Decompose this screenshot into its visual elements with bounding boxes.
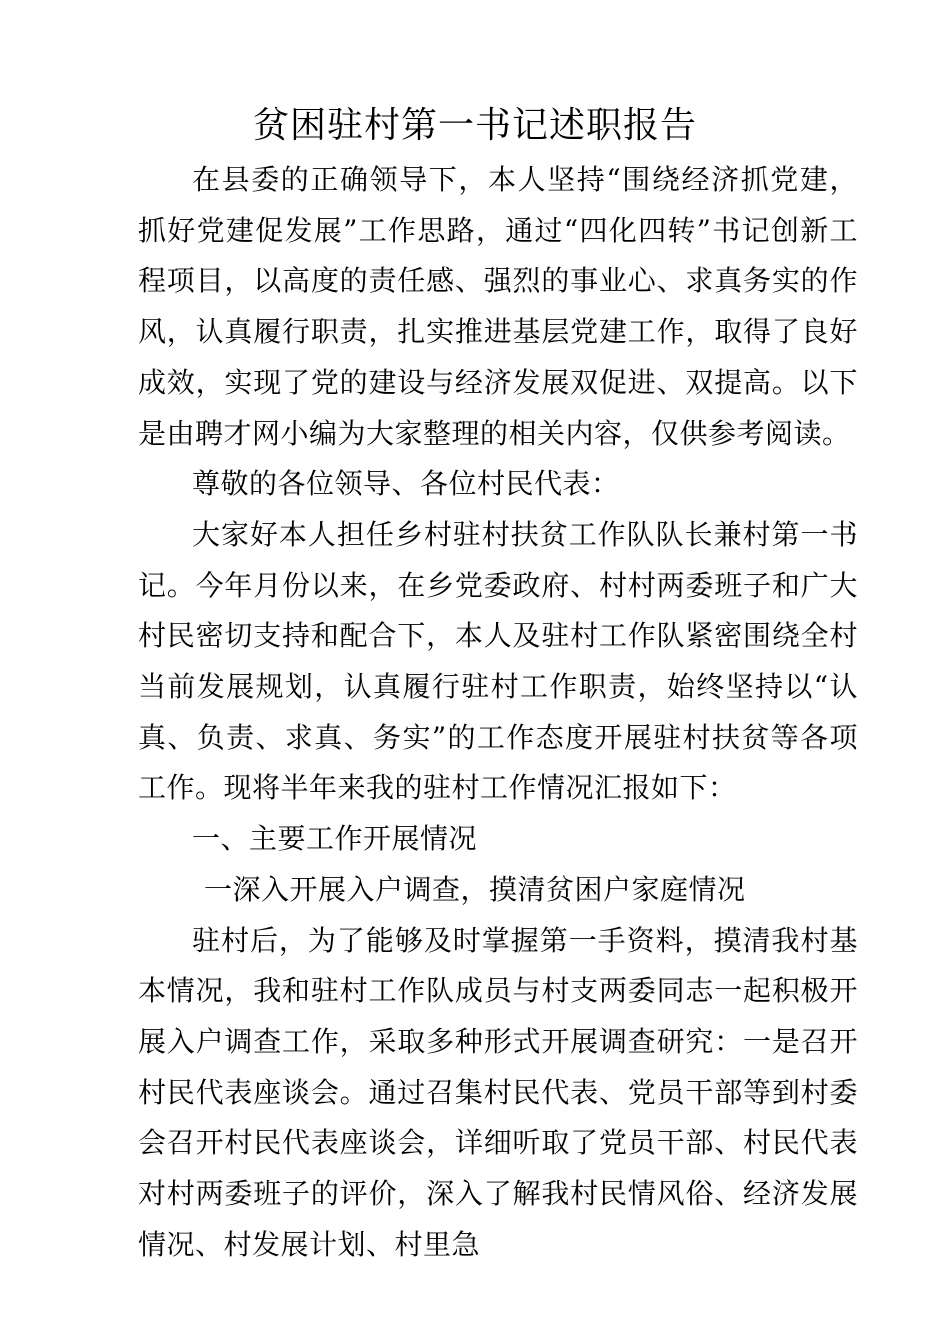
section-heading: 一、主要工作开展情况 xyxy=(192,822,478,856)
intro-paragraph: 在县委的正确领导下，本人坚持“围绕经济抓党建，抓好党建促发展”工作思路，通过“四化四转”书记创新工程项目，以高度的责任感、强烈的事业心、求真务实的作风，认真履行职责，扎实推进基层党建工作，取得了良好成效，实现了党的建设与经济发展双促进、双提高。以下是由聘才网小编为大家整理的相关内容，仅供参考阅读。 xyxy=(138,163,858,450)
opening-paragraph: 大家好本人担任乡村驻村扶贫工作队队长兼村第一书记。今年月份以来，在乡党委政府、村村两委班子和广大村民密切支持和配合下，本人及驻村工作队紧密围绕全村当前发展规划，认真履行驻村工作职责，始终坚持以“认真、负责、求真、务实”的工作态度开展驻村扶贫等各项工作。现将半年来我的驻村工作情况汇报如下： xyxy=(138,517,858,805)
document-title: 贫困驻村第一书记述职报告 xyxy=(252,105,697,146)
salutation: 尊敬的各位领导、各位村民代表： xyxy=(192,467,620,501)
survey-paragraph: 驻村后，为了能够及时掌握第一手资料，摸清我村基本情况，我和驻村工作队成员与村支两委同志一起积极开展入户调查工作，采取多种形式开展调查研究：一是召开村民代表座谈会。通过召集村民代表、党员干部等到村委会召开村民代表座谈会，详细听取了党员干部、村民代表对村两委班子的评价，深入了解我村民情风俗、经济发展情况、村发展计划、村里急 xyxy=(138,923,858,1261)
document-body xyxy=(138,155,858,1270)
subsection-heading: 一深入开展入户调查，摸清贫困户家庭情况 xyxy=(204,872,746,906)
